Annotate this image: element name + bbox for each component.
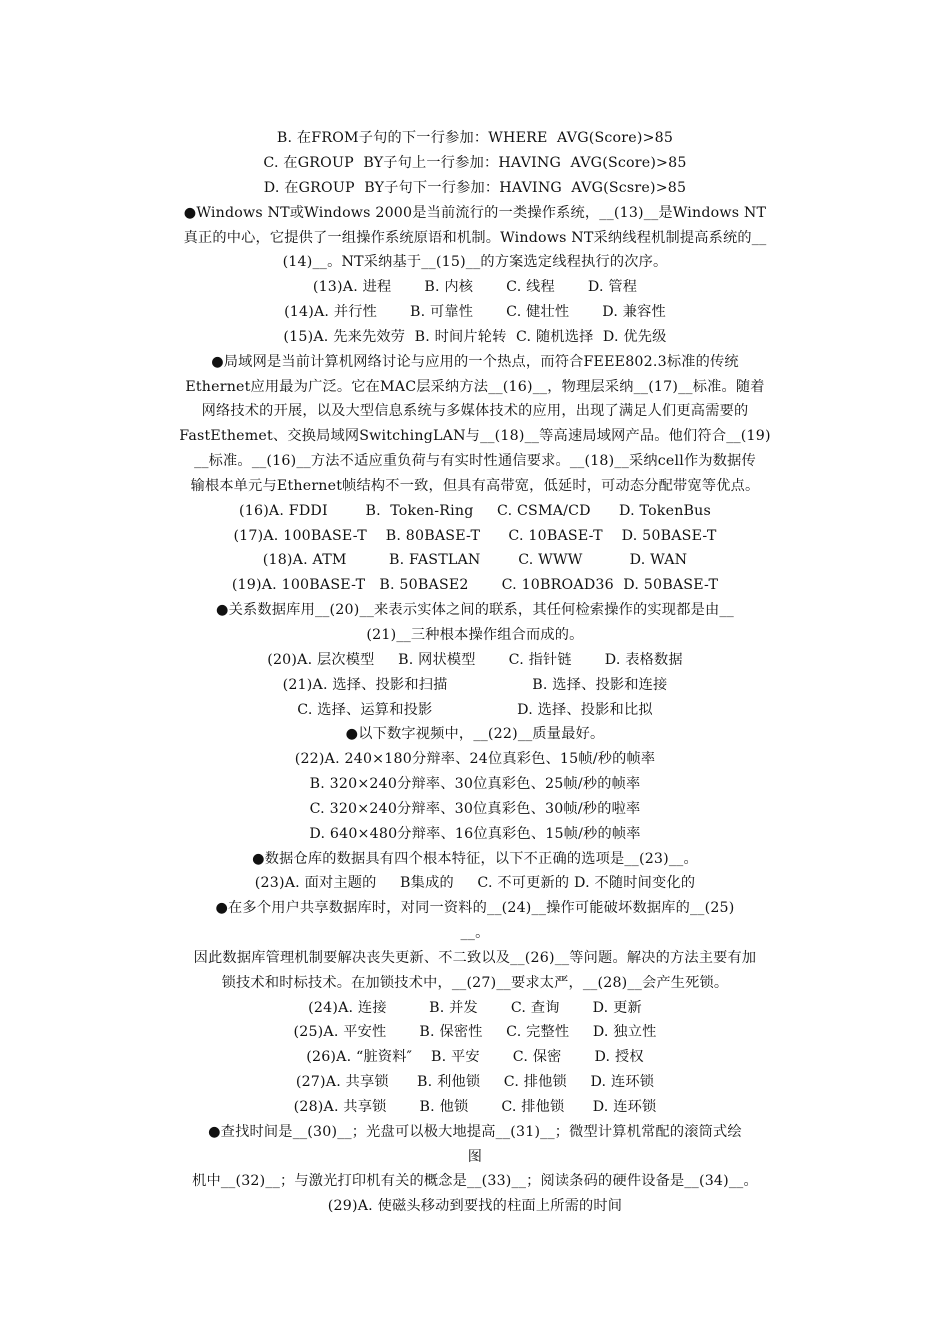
text-line: 输根本单元与Ethernet帧结构不一致，但具有高带宽，低延时，可动态分配带宽等优点。 <box>190 478 760 494</box>
text-line: (21)__三种根本操作组合而成的。 <box>366 627 584 643</box>
text-line: 图 <box>467 1149 483 1165</box>
text-line: ●数据仓库的数据具有四个根本特征，以下不正确的选项是__(23)__。 <box>252 851 698 867</box>
text-line: C. 在GROUP BY子句上一行参加：HAVING AVG(Score)>85 <box>263 155 687 171</box>
text-line: 锁技术和时标技术。在加锁技术中，__(27)__要求太严，__(28)__会产生死锁。 <box>221 975 729 991</box>
text-line: ●局域网是当前计算机网络讨论与应用的一个热点，而符合FEEE802.3标准的传统 <box>211 354 739 370</box>
text-line: Ethernet应用最为广泛。它在MAC层采纳方法__(16)__，物理层采纳__(17)__标准。随着 <box>185 379 765 395</box>
text-line: C. 选择、运算和投影 D. 选择、投影和比拟 <box>297 702 653 718</box>
text-line: (22)A. 240×180分辩率、24位真彩色、15帧/秒的帧率 <box>294 751 656 767</box>
text-line: (25)A. 平安性 B. 保密性 C. 完整性 D. 独立性 <box>293 1024 657 1040</box>
text-line: (20)A. 层次模型 B. 网状模型 C. 指针链 D. 表格数据 <box>267 652 683 668</box>
text-line: B. 在FROM子句的下一行参加：WHERE AVG(Score)>85 <box>276 130 674 146</box>
text-line: (28)A. 共享锁 B. 他锁 C. 排他锁 D. 连环锁 <box>293 1099 657 1115</box>
text-line: (29)A. 使磁头移动到要找的柱面上所需的时间 <box>327 1198 623 1214</box>
text-line: (15)A. 先来先效劳 B. 时间片轮转 C. 随机选择 D. 优先级 <box>283 329 667 345</box>
text-line: (14)A. 并行性 B. 可靠性 C. 健壮性 D. 兼容性 <box>284 304 666 320</box>
text-line: C. 320×240分辩率、30位真彩色、30帧/秒的啦率 <box>309 801 641 817</box>
text-line: (23)A. 面对主题的 B集成的 C. 不可更新的 D. 不随时间变化的 <box>254 875 696 891</box>
text-line: (13)A. 进程 B. 内核 C. 线程 D. 管程 <box>312 279 638 295</box>
text-line: (21)A. 选择、投影和扫描 B. 选择、投影和连接 <box>282 677 668 693</box>
text-line: 真正的中心，它提供了一组操作系统原语和机制。Windows NT采纳线程机制提高系统的__ <box>183 230 767 246</box>
text-line: (24)A. 连接 B. 并发 C. 查询 D. 更新 <box>308 1000 642 1016</box>
text-line: D. 640×480分辩率、16位真彩色、15帧/秒的帧率 <box>309 826 641 842</box>
text-line: FastEthemet、交换局域网SwitchingLAN与__(18)__等高速局域网产品。他们符合__(19) <box>179 428 771 444</box>
text-line: B. 320×240分辩率、30位真彩色、25帧/秒的帧率 <box>309 776 641 792</box>
text-line: (14)__。NT采纳基于__(15)__的方案选定线程执行的次序。 <box>282 254 668 270</box>
text-line: ●以下数字视频中，__(22)__质量最好。 <box>345 726 605 742</box>
text-line: ●查找时间是__(30)__；光盘可以极大地提高__(31)__；微型计算机常配的滚筒式绘 <box>208 1124 742 1140</box>
text-line: (16)A. FDDI B. Token-Ring C. CSMA/CD D. TokenBus <box>239 503 711 519</box>
text-line: 因此数据库管理机制要解决丧失更新、不二致以及__(26)__等问题。解决的方法主要有加 <box>193 950 757 966</box>
text-line: (26)A. “脏资料″ B. 平安 C. 保密 D. 授权 <box>306 1049 644 1065</box>
text-line: __。 <box>460 925 490 941</box>
text-line: __标准。__(16)__方法不适应重负荷与有实时性通信要求。__(18)__采纳cell作为数据传 <box>194 453 756 469</box>
text-line: (27)A. 共享锁 B. 利他锁 C. 排他锁 D. 连环锁 <box>295 1074 655 1090</box>
text-line: D. 在GROUP BY子句下一行参加：HAVING AVG(Scsre)>85 <box>263 180 687 196</box>
text-line: (17)A. 100BASE-T B. 80BASE-T C. 10BASE-T D. 50BASE-T <box>233 528 717 544</box>
text-line: ●在多个用户共享数据库时，对同一资料的__(24)__操作可能破坏数据库的__(25) <box>215 900 735 916</box>
text-line: 机中__(32)__；与激光打印机有关的概念是__(33)__；阅读条码的硬件设备是__(34)__。 <box>192 1173 758 1189</box>
text-line: 网络技术的开展，以及大型信息系统与多媒体技术的应用，出现了满足人们更高需要的 <box>201 403 749 419</box>
text-line: (19)A. 100BASE-T B. 50BASE2 C. 10BROAD36 D. 50BASE-T <box>231 577 719 593</box>
text-line: ●Windows NT或Windows 2000是当前流行的一类操作系统，__(13)__是Windows NT <box>183 205 767 221</box>
text-line: ●关系数据库用__(20)__来表示实体之间的联系，其任何检索操作的实现都是由__ <box>216 602 734 618</box>
text-line: (18)A. ATM B. FASTLAN C. WWW D. WAN <box>262 552 688 568</box>
